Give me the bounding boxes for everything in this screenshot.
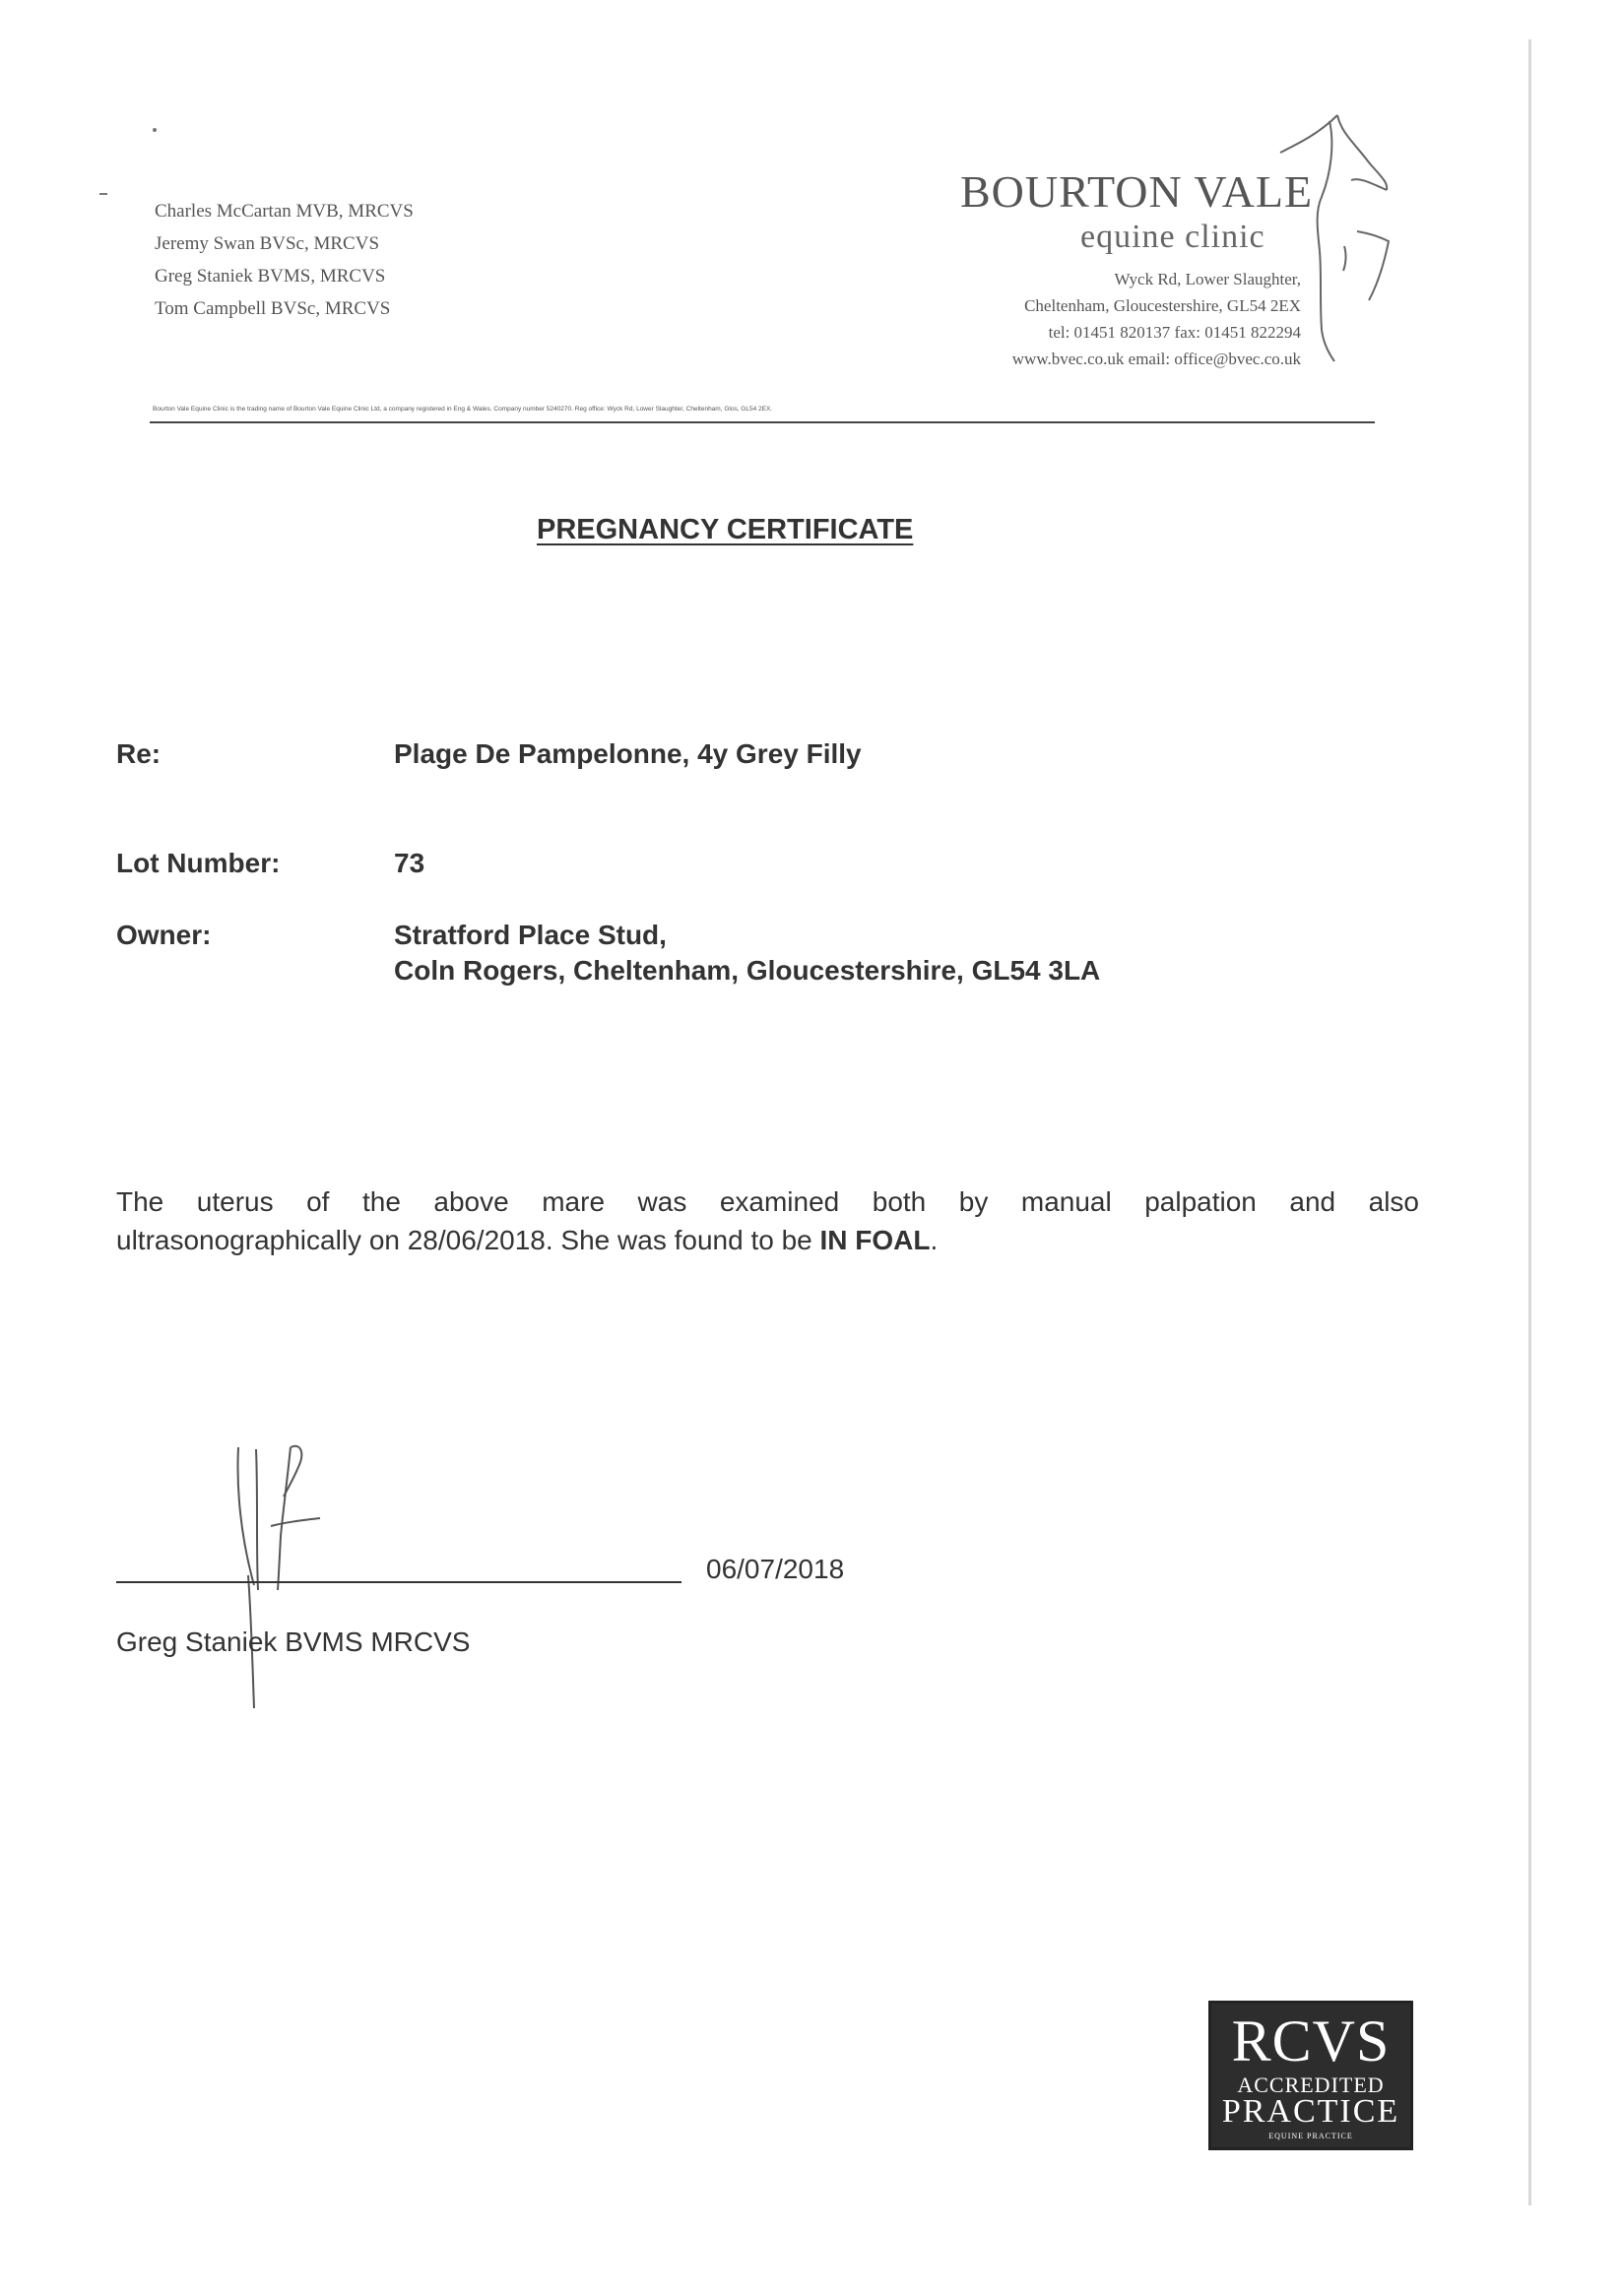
badge-line: PRACTICE — [1221, 2093, 1400, 2130]
vet-name: Tom Campbell BVSc, MRCVS — [155, 298, 391, 319]
signatory-name: Greg Staniek BVMS MRCVS — [116, 1626, 471, 1657]
clinic-name: BOURTON VALE — [960, 166, 1314, 217]
re-value: Plage De Pampelonne, 4y Grey Filly — [394, 738, 862, 769]
statement-line — [116, 1221, 1419, 1259]
web-email: www.bvec.co.uk email: office@bvec.co.uk — [1011, 350, 1301, 368]
owner-line: Stratford Place Stud, — [394, 920, 667, 950]
statement-text: ultrasonographically on 28/06/2018. She was found to be — [116, 1225, 820, 1255]
address-line: Cheltenham, Gloucestershire, GL54 2EX — [1024, 296, 1301, 315]
lot-number-value: 73 — [394, 848, 425, 878]
statement-end: . — [930, 1225, 939, 1255]
badge-footer: EQUINE PRACTICE — [1268, 2132, 1353, 2140]
signature-date: 06/07/2018 — [706, 1554, 845, 1584]
badge-title: RCVS — [1231, 2009, 1391, 2073]
rcvs-accredited-badge — [1208, 2001, 1413, 2150]
owner-line: Coln Rogers, Cheltenham, Gloucestershire, GL54 3LA — [394, 955, 1101, 986]
address-line: Wyck Rd, Lower Slaughter, — [1114, 270, 1301, 288]
header-divider — [150, 421, 1375, 423]
owner-label: Owner: — [116, 920, 212, 950]
handwritten-signature — [197, 1428, 355, 1713]
certificate-title: PREGNANCY CERTIFICATE — [537, 514, 914, 545]
re-label: Re: — [116, 738, 162, 769]
scan-edge-line — [1528, 39, 1531, 2205]
vet-name: Charles McCartan MVB, MRCVS — [155, 201, 414, 222]
company-registration-text: Bourton Vale Equine Clinic is the trading name of Bourton Vale Equine Clinic Ltd, a company registered in Eng & Wales. Company number 5240270. Reg office: Wyck Rd, Lower Slaughter, Cheltenham, Glos, GL54 2EX. — [153, 406, 773, 413]
badge-line: ACCREDITED — [1237, 2073, 1385, 2097]
pregnancy-result: IN FOAL — [819, 1225, 931, 1255]
scan-speck — [99, 193, 107, 195]
scan-speck — [153, 128, 157, 132]
clinic-subtitle: equine clinic — [1080, 219, 1265, 255]
vet-name: Jeremy Swan BVSc, MRCVS — [155, 233, 380, 254]
statement-line: The uterus of the above mare was examined both by manual palpation and also — [116, 1186, 1419, 1217]
examination-statement — [116, 1182, 1419, 1259]
phone-fax: tel: 01451 820137 fax: 01451 822294 — [1048, 323, 1301, 342]
lot-number-label: Lot Number: — [116, 848, 281, 878]
vet-name: Greg Staniek BVMS, MRCVS — [155, 266, 386, 287]
clinic-address-block — [1012, 266, 1301, 372]
signature-line — [116, 1581, 681, 1583]
vet-list — [155, 195, 414, 325]
